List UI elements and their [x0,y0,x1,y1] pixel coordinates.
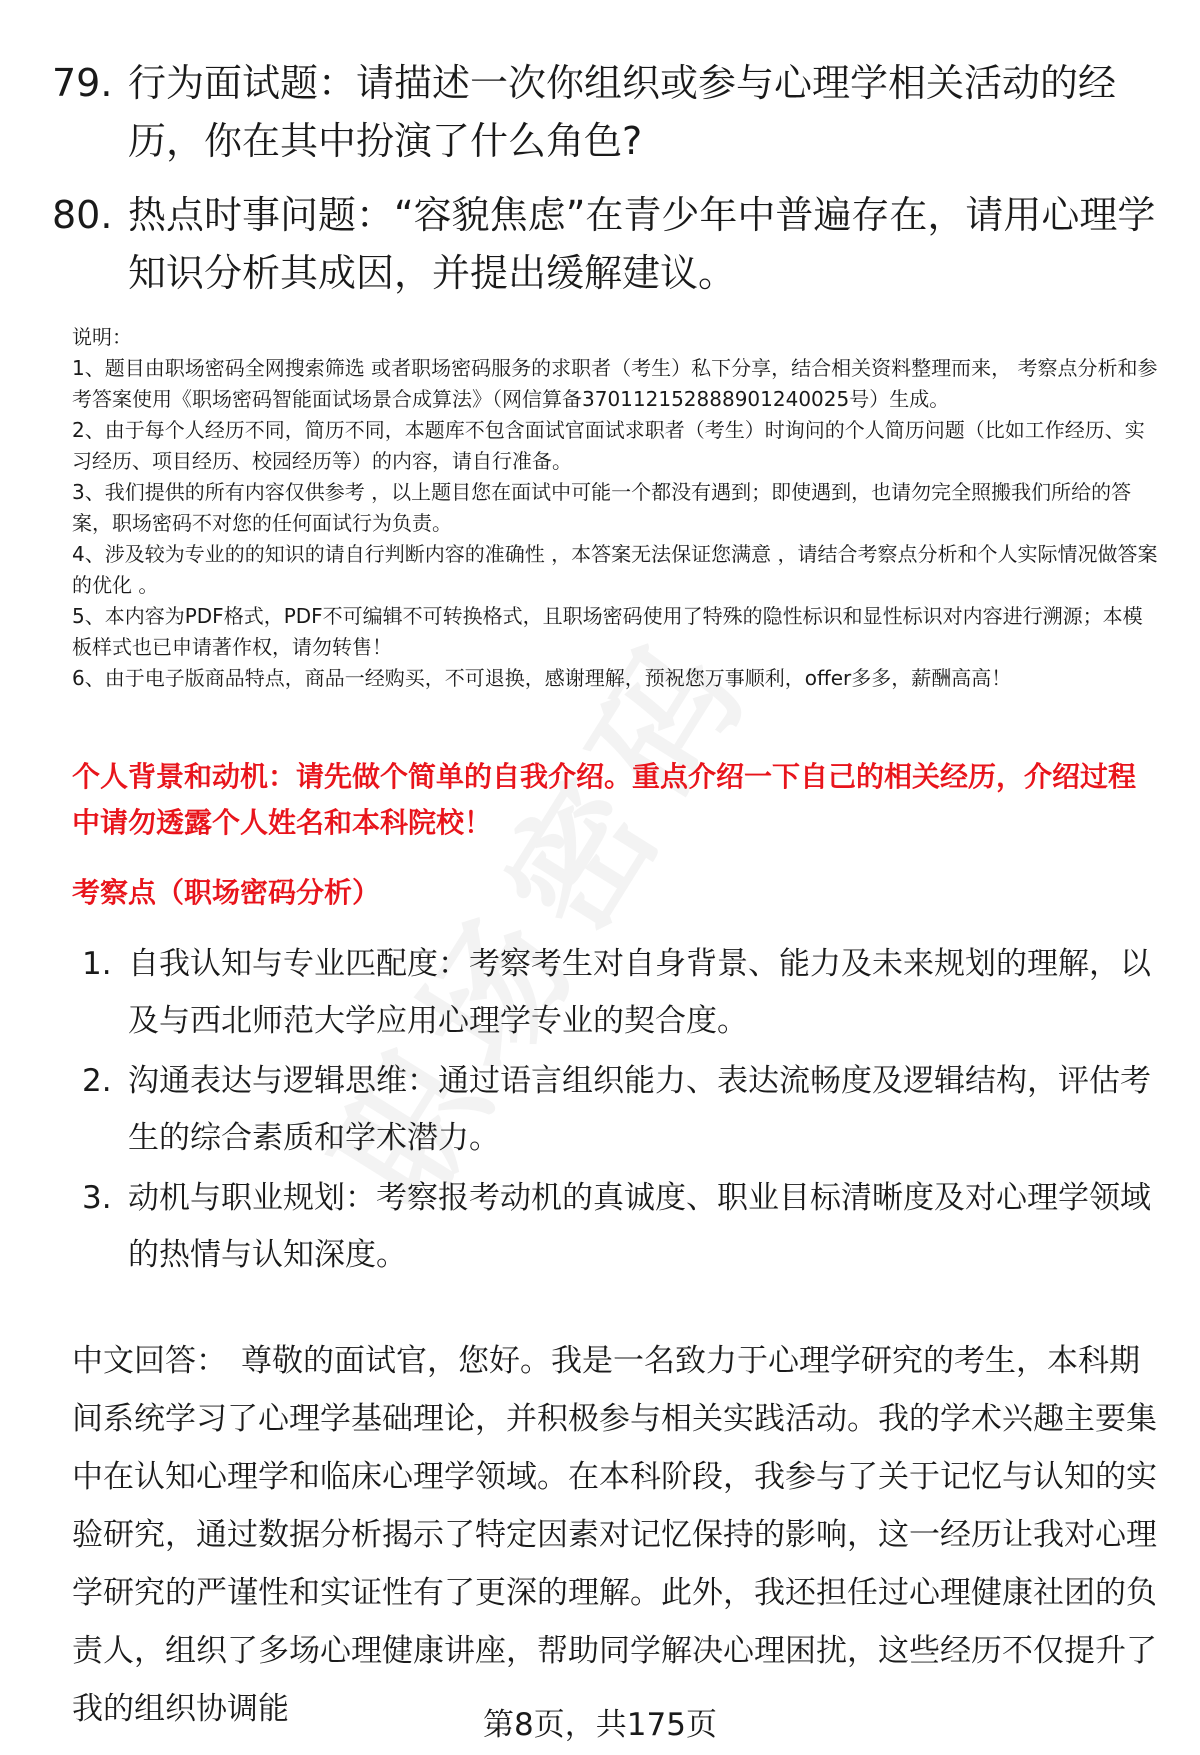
question-number: 79. [52,61,113,105]
note-item: 4、涉及较为专业的的知识的请自行判断内容的准确性 ，本答案无法保证您满意 ，请结合考察点分析和个人实际情况做答案的优化 。 [72,542,1158,597]
kaocha-point [82,1170,1162,1284]
note-item: 2、由于每个人经历不同，简历不同，本题库不包含面试官面试求职者（考生）时询问的个人简历问题（比如工作经历、实习经历、项目经历、校园经历等）的内容，请自行准备。 [72,418,1145,473]
kaocha-point [82,936,1162,1050]
point-text: 自我认知与专业匹配度：考察考生对自身背景、能力及未来规划的理解，以及与西北师范大学应用心理学专业的契合度。 [128,946,1151,1039]
point-number: 2. [82,1063,112,1099]
kaocha-title: 考察点（职场密码分析） [72,876,381,909]
note-item: 3、我们提供的所有内容仅供参考 ，以上题目您在面试中可能一个都没有遇到；即使遇到，也请勿完全照搬我们所给的答案，职场密码不对您的任何面试行为负责。 [72,480,1132,535]
answer-section [72,1332,1162,1738]
kaocha-point [82,1053,1162,1167]
notes-section [72,322,1162,694]
topic-heading: 个人背景和动机：请先做个简单的自我介绍。重点介绍一下自己的相关经历，介绍过程中请勿透露个人姓名和本科院校！ [72,760,1137,839]
question-80 [52,186,1162,302]
answer-text: 尊敬的面试官，您好。我是一名致力于心理学研究的考生，本科期间系统学习了心理学基础理论，并积极参与相关实践活动。我的学术兴趣主要集中在认知心理学和临床心理学领域。在本科阶段，我参与了关于记忆与认知的实验研究，通过数据分析揭示了特定因素对记忆保持的影响，这一经历让我对心理学研究的严谨性和实证性有了更深的理解。此外，我还担任过心理健康社团的负责人，组织了多场心理健康讲座，帮助同学解决心理困扰，这些经历不仅提升了我的组织协调能 [72,1343,1157,1727]
question-text: 行为面试题：请描述一次你组织或参与心理学相关活动的经历，你在其中扮演了什么角色? [128,61,1117,163]
page-footer: 第8页，共175页 [483,1707,717,1743]
note-item: 5、本内容为PDF格式，PDF不可编辑不可转换格式，且职场密码使用了特殊的隐性标识和显性标识对内容进行溯源；本模板样式也已申请著作权，请勿转售！ [72,604,1143,659]
point-text: 沟通表达与逻辑思维：通过语言组织能力、表达流畅度及逻辑结构，评估考生的综合素质和学术潜力。 [128,1063,1151,1156]
point-number: 3. [82,1180,112,1216]
notes-title: 说明： [72,325,132,349]
note-item: 6、由于电子版商品特点，商品一经购买，不可退换，感谢理解，预祝您万事顺利，offer多多，薪酬高高！ [72,666,1012,690]
point-text: 动机与职业规划：考察报考动机的真诚度、职业目标清晰度及对心理学领域的热情与认知深度。 [128,1180,1151,1273]
question-number: 80. [52,193,113,237]
point-number: 1. [82,946,112,982]
kaocha-points [82,936,1162,1287]
question-79 [52,54,1162,170]
question-text: 热点时事问题：“容貌焦虑”在青少年中普遍存在，请用心理学知识分析其成因，并提出缓解建议。 [128,193,1156,295]
answer-label: 中文回答： [72,1343,227,1379]
note-item: 1、题目由职场密码全网搜索筛选 或者职场密码服务的求职者（考生）私下分享，结合相关资料整理而来， 考察点分析和参考答案使用《职场密码智能面试场景合成算法》（网信算备370112152888901240025号）生成。 [72,356,1158,411]
